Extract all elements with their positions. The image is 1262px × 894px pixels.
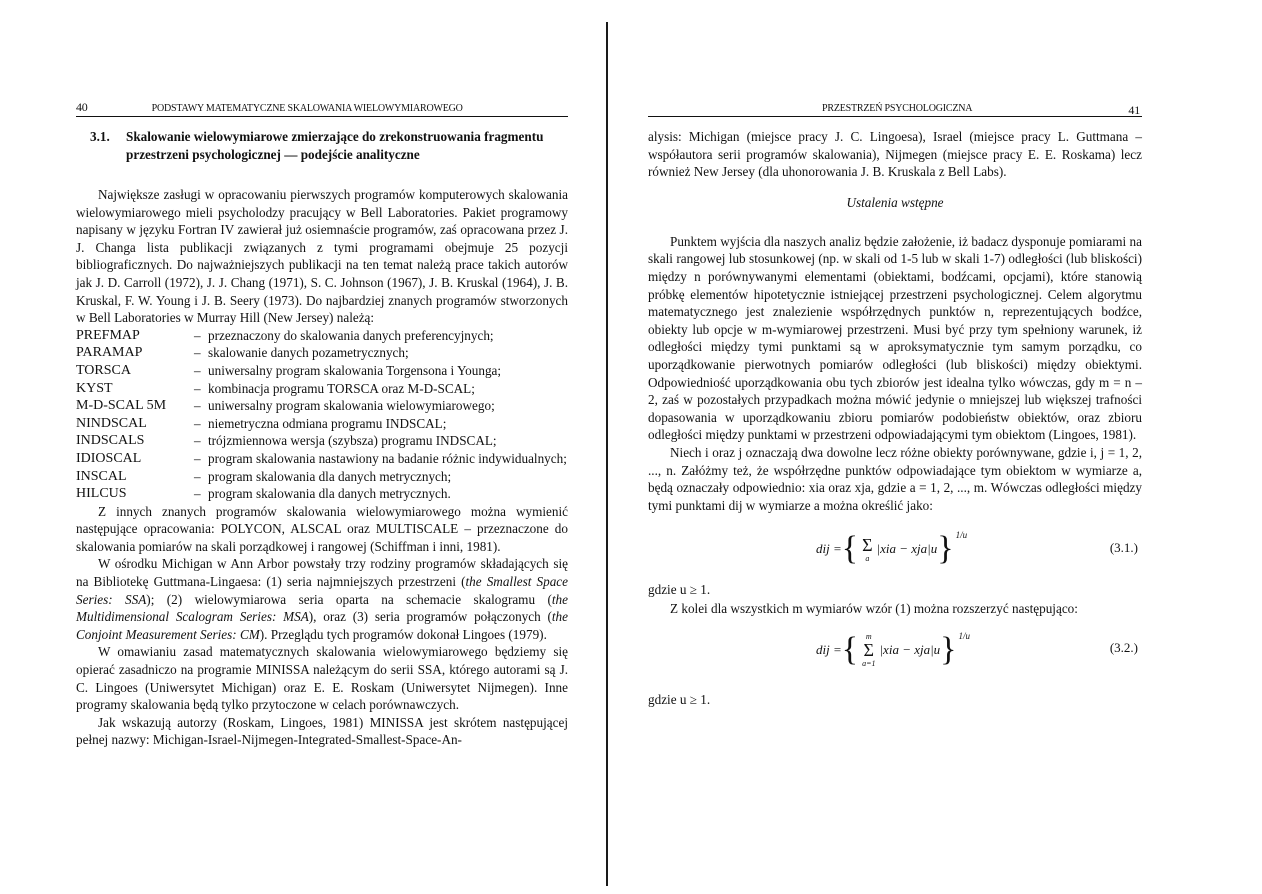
italic-title: the Conjoint Measurement Series: CM <box>76 609 569 642</box>
program-name: PARAMAP <box>76 345 143 361</box>
where-clause-1: gdzie u ≥ 1. <box>648 582 711 598</box>
program-item: INSCAL – program skalowania dla danych metrycznych; <box>76 468 452 484</box>
eq2-lhs: dij = <box>816 641 842 657</box>
equation-3-1 <box>648 528 1142 578</box>
right-paragraph-3: Niech i oraz j oznaczają dwa dowolne lecz różne obiekty porównywane, gdzie i, j = 1, 2, ..., n. Załóżmy też, że współrzędne punktów odpowiadające tym obiektom w wymiarze a, będą oznaczały odpowiednio: xia oraz xja, gdzie a = 1, 2, ..., m. Wówczas odległości między tymi punktami dij w wymiarze a można określić jako: <box>648 444 1142 513</box>
program-item: M-D-SCAL 5M – uniwersalny program skalowania wielowymiarowego; <box>76 398 495 414</box>
program-desc: program skalowania dla danych metrycznych. <box>208 486 451 502</box>
program-item: PREFMAP – przeznaczony do skalowania danych preferencyjnych; <box>76 327 494 343</box>
program-desc: skalowanie danych pozametrycznych; <box>208 345 409 361</box>
left-paragraph-5: Jak wskazują autorzy (Roskam, Lingoes, 1981) MINISSA jest skrótem następującej pełnej nazwy: Michigan-Israel-Nijmegen-Integrated-Smallest-Space-An- <box>76 714 568 748</box>
program-item: TORSCA – uniwersalny program skalowania Torgensona i Younga; <box>76 362 502 378</box>
program-desc: trójzmiennowa wersja (szybsza) programu INDSCAL; <box>208 433 497 449</box>
program-name: INDSCALS <box>76 433 145 449</box>
program-item: IDIOSCAL – program skalowania nastawiony na badanie różnic indywidualnych; <box>76 450 567 466</box>
eq1-number: (3.1.) <box>1109 540 1138 556</box>
left-paragraph-3 <box>76 555 568 643</box>
left-running-head: PODSTAWY MATEMATYCZNE SKALOWANIA WIELOWYMIAROWEGO <box>151 103 463 114</box>
right-page <box>648 100 1142 710</box>
eq1-body: |xia − xja|u <box>876 541 938 557</box>
program-item: KYST – kombinacja programu TORSCA oraz M-D-SCAL; <box>76 380 475 396</box>
program-name: NINDSCAL <box>76 415 147 431</box>
text-run: W ośrodku Michigan w Ann Arbor powstały trzy rodziny programów składających się na Bibliotekę Guttmana-Lingaesa: (1) seria najmniejszych przestrzeni ( <box>76 556 568 590</box>
right-brace-icon: } <box>940 630 957 668</box>
where-clause-2: gdzie u ≥ 1. <box>648 691 711 707</box>
book-gutter <box>606 22 608 886</box>
program-name: PREFMAP <box>76 327 140 343</box>
eq1-lhs: dij = <box>816 541 842 557</box>
eq1-sum-lower: a <box>865 553 870 563</box>
program-name: IDIOSCAL <box>76 450 142 466</box>
right-paragraph-1: alysis: Michigan (miejsce pracy J. C. Lingoesa), Israel (miejsce pracy L. Guttmana – współautora serii programów skalowania), Nijmegen (miejsce pracy E. E. Roskama) lecz również New Jersey (dla uhonorowania J. B. Kruskala z Bell Labs). <box>648 129 1142 180</box>
section-title-line2: przestrzeni psychologicznej — podejście analityczne <box>126 147 420 162</box>
sum-icon: m Σ a=1 <box>862 631 876 668</box>
eq2-exponent: 1/u <box>958 630 971 641</box>
left-running-header <box>76 100 568 117</box>
program-name: KYST <box>76 380 113 396</box>
eq2-sum-upper: m <box>865 631 872 641</box>
left-brace-icon: { <box>841 630 859 668</box>
left-page <box>76 100 568 749</box>
eq2-sum-lower: a=1 <box>862 658 876 668</box>
section-heading <box>90 128 568 164</box>
left-paragraph-1: Największe zasługi w opracowaniu pierwszych programów komputerowych skalowania wielowymiarowego mieli psycholodzy pracujący w Bell Laboratories. Pakiet programowy napisany w języku Fortran IV zawierał już osiemnaście programów, zaś opracowana przez J. J. Changa lista publikacji związanych z tymi programami obejmuje 25 pozycji bibliograficznych. Do najważniejszych publikacji na ten temat należą prace takich autorów jak J. D. Carroll (1972), J. J. Chang (1971), S. C. Johnson (1967), J. B. Kruskal (1964), J. B. Kruskal, F. W. Young i J. B. Seery (1973). Do najbardziej znanych programów stworzonych w Bell Laboratories w Murray Hill (New Jersey) należą: <box>76 187 568 326</box>
eq2-number: (3.2.) <box>1109 639 1138 655</box>
text-run: ), oraz (3) seria programów połączonych ( <box>308 609 552 625</box>
program-item: HILCUS – program skalowania dla danych metrycznych. <box>76 486 451 502</box>
equation-3-2 <box>648 628 1142 678</box>
subheading: Ustalenia wstępne <box>846 194 944 210</box>
program-name: HILCUS <box>76 486 127 502</box>
left-brace-icon: { <box>841 530 859 568</box>
right-page-number: 41 <box>1128 103 1140 117</box>
program-desc: przeznaczony do skalowania danych preferencyjnych; <box>208 327 494 343</box>
right-running-head: PRZESTRZEŃ PSYCHOLOGICZNA <box>822 103 973 114</box>
program-desc: uniwersalny program skalowania wielowymiarowego; <box>208 398 495 414</box>
left-page-number: 40 <box>76 100 88 114</box>
italic-title: the Smallest Space Series: SSA <box>76 574 568 607</box>
eq2-body: |xia − xja|u <box>879 641 941 657</box>
right-paragraph-2: Punktem wyjścia dla naszych analiz będzie założenie, iż badacz dysponuje pomiarami na skali rangowej lub stosunkowej (np. w skali od 1-5 lub w skali 1-7) odległości (lub bliskości) między n porównywanymi elementami (obiektami, bodźcami, opcjami), które stanowią próbkę elementów hipotetycznie istniejącej przestrzeni psychologicznej. Celem algorytmu matematycznego jest znalezienie współrzędnych punktów n, reprezentujących bodźce, obiekty lub opcje w m-wymiarowej przestrzeni. Musi być przy tym spełniony warunek, iż odległości między tymi punktami są w aproksymatycznie tym samym porządku, co uporządkowanie pierwotnych pomiarów odległości (lub bliskości) między obiektymi. Odpowiedniość uporządkowania obu tych zbiorów jest idealna tylko wówczas, gdy m = n – 2, zaś w pozostałych przypadkach można mówić jedynie o mniejszej lub większej trafności dopasowania w uporządkowaniu zbioru pomiarów podobieństw obiektów, oraz zbioru odległości między punktami w przestrzeni odpowiadającymi tym obiektom (Lingoes, 1981). <box>648 233 1142 443</box>
text-run: ). Przeglądu tych programów dokonał Lingoes (1979). <box>259 626 547 642</box>
right-running-header <box>648 100 1142 117</box>
eq1-exponent: 1/u <box>955 530 968 541</box>
right-brace-icon: } <box>937 530 954 568</box>
left-paragraph-4: W omawianiu zasad matematycznych skalowania wielowymiarowego będziemy się opierać zasadniczo na programie MINISSA należącym do serii SSA, którego autorami są J. C. Lingoes (Uniwersytet Michigan) oraz E. E. Roskam (Uniwersytet Nijmegen). Inne programy skalowania będą tylko przytoczone w celach porównawczych. <box>76 644 568 713</box>
program-desc: kombinacja programu TORSCA oraz M-D-SCAL; <box>208 380 475 396</box>
program-desc: program skalowania nastawiony na badanie różnic indywidualnych; <box>208 450 567 466</box>
program-name: M-D-SCAL 5M <box>76 398 167 414</box>
text-run: ); (2) wielowymiarowa seria oparta na schemacie skalogramu ( <box>146 591 552 607</box>
sum-icon: Σ a <box>862 534 873 563</box>
program-desc: niemetryczna odmiana programu INDSCAL; <box>208 415 447 431</box>
italic-title: the Multidimensional Scalogram Series: MSA <box>76 591 568 625</box>
program-item: INDSCALS – trójzmiennowa wersja (szybsza) programu INDSCAL; <box>76 433 497 449</box>
left-paragraph-2: Z innych znanych programów skalowania wielowymiarowego można wymienić następujące opracowania: POLYCON, ALSCAL oraz MULTISCALE – przeznaczone do skalowania pomiarów na skali porządkowej i rangowej (Schiffman i inni, 1981). <box>76 503 568 554</box>
program-desc: uniwersalny program skalowania Torgensona i Younga; <box>208 362 502 378</box>
program-list <box>76 327 568 503</box>
right-paragraph-4: Z kolei dla wszystkich m wymiarów wzór (1) można rozszerzyć następująco: <box>670 601 1078 617</box>
program-name: INSCAL <box>76 468 127 484</box>
program-item: NINDSCAL – niemetryczna odmiana programu INDSCAL; <box>76 415 447 431</box>
section-title-line1: Skalowanie wielowymiarowe zmierzające do zrekonstruowania fragmentu <box>126 129 544 144</box>
program-name: TORSCA <box>76 362 131 378</box>
section-number: 3.1. <box>90 129 110 144</box>
program-desc: program skalowania dla danych metrycznych; <box>208 468 452 484</box>
program-item: PARAMAP – skalowanie danych pozametrycznych; <box>76 345 409 361</box>
